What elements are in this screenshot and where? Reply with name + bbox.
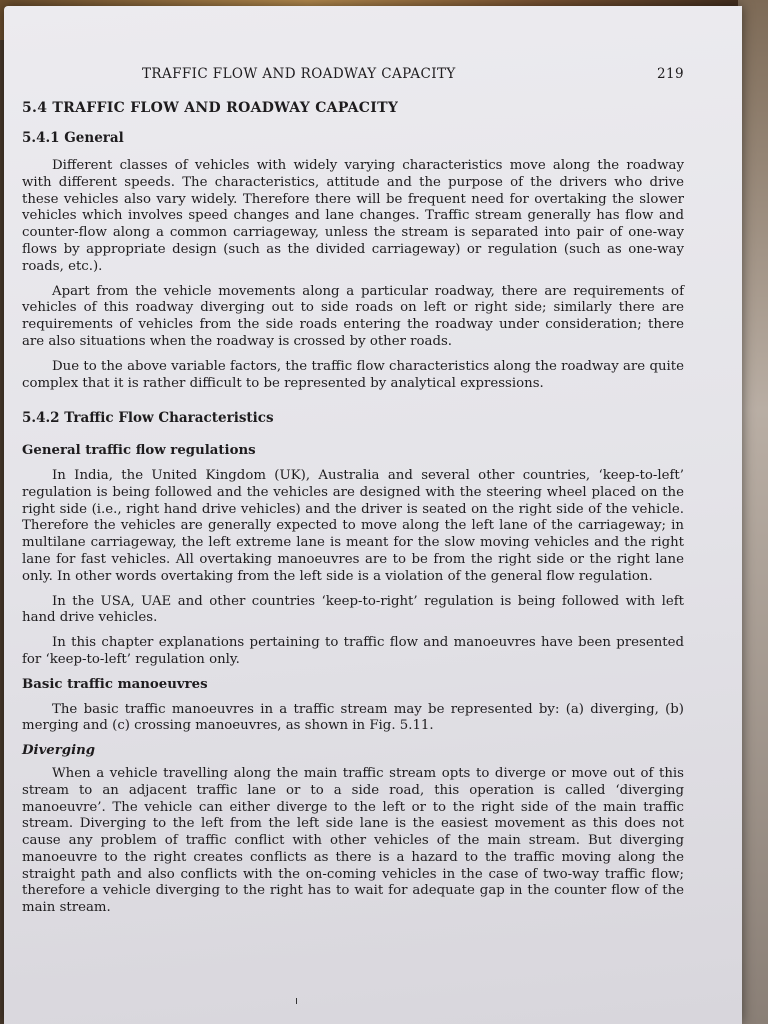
heading-basic-manoeuvres: Basic traffic manoeuvres — [22, 676, 208, 692]
paragraph-general-3: Due to the above variable factors, the traffic flow characteristics along the roadway are quite complex that it is rather difficult to be represented by analytical expressions. — [22, 358, 684, 391]
paragraph-general-2: Apart from the vehicle movements along a particular roadway, there are requirements of vehicles of this roadway diverging out to side roads on left or right side; similarly there are requirements of vehicles from the side roads entering the roadway under consideration; there are also situations when the roadway is crossed by other roads. — [22, 283, 684, 349]
heading-diverging: Diverging — [22, 743, 96, 759]
paragraph-diverging: When a vehicle travelling along the main traffic stream opts to diverge or move out of this stream to an adjacent traffic lane or to a side road, this operation is called ‘diverging manoeuvre’. The vehicle can either diverge to the left or to the right side of the main traffic stream. Diverging to the left from the left side lane is the easiest movement as this does not cause any problem of traffic conflict with other vehicles of the main stream. But diverging manoeuvre to the right creates conflicts as there is a hazard to the traffic moving along the straight path and also conflicts with the on-coming vehicles in the case of two-way traffic flow; therefore a vehicle diverging to the right has to wait for adequate gap in the counter flow of the main stream. — [22, 765, 684, 916]
section-heading: 5.4 TRAFFIC FLOW AND ROADWAY CAPACITY — [22, 100, 399, 116]
paragraph-general-1: Different classes of vehicles with widely varying characteristics move along the roadway with different speeds. The characteristics, attitude and the purpose of the drivers who drive these vehicles also vary widely. Therefore there will be frequent need for overtaking the slower vehicles which involves speed changes and lane changes. Traffic stream generally has flow and counter-flow along a common carriageway, unless the stream is separated into pair of one-way flows by appropriate design (such as the divided carriageway) or regulation (such as one-way roads, etc.). — [22, 158, 684, 274]
page-number: 219 — [657, 66, 684, 82]
subsection-heading-general: 5.4.1 General — [22, 130, 124, 146]
paragraph-regulation-1: In India, the United Kingdom (UK), Australia and several other countries, ‘keep-to-left’ regulation is being followed and the vehicles are designed with the steering wheel placed on the right side (i.e., right hand drive vehicles) and the driver is seated on the right side of the vehicle. Therefore the vehicles are generally expected to move along the left lane of the carriageway; in multilane carriageway, the left extreme lane is meant for the slow moving vehicles and the right lane for fast vehicles. All overtaking manoeuvres are to be from the right side or the right lane only. In other words overtaking from the left side is a violation of the general flow regulation. — [22, 467, 684, 584]
paragraph-basic-manoeuvres: The basic traffic manoeuvres in a traffic stream may be represented by: (a) diverging, (b) merging and (c) crossing manoeuvres, as shown in Fig. 5.11. — [22, 701, 684, 734]
subsection-heading-characteristics: 5.4.2 Traffic Flow Characteristics — [22, 410, 274, 427]
paragraph-regulation-3: In this chapter explanations pertaining to traffic flow and manoeuvres have been presented for ‘keep-to-left’ regulation only. — [22, 635, 684, 667]
running-head-title: TRAFFIC FLOW AND ROADWAY CAPACITY — [142, 66, 456, 82]
running-head — [22, 66, 684, 84]
body-text — [22, 158, 684, 925]
print-mark — [296, 998, 297, 1004]
paragraph-regulation-2: In the USA, UAE and other countries ‘keep-to-right’ regulation is being followed with left hand drive vehicles. — [22, 593, 684, 626]
background-edge — [738, 0, 768, 1024]
heading-flow-regulations: General traffic flow regulations — [22, 443, 256, 459]
book-page — [4, 6, 742, 1024]
